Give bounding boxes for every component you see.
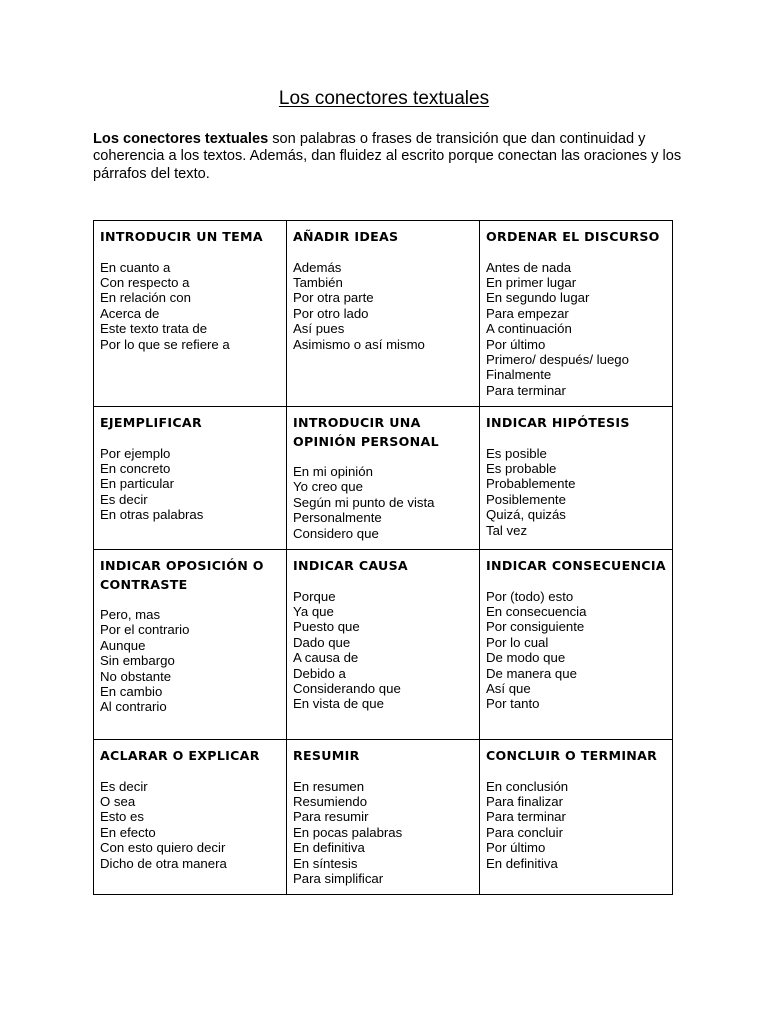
connector-list	[293, 779, 473, 887]
connector-item: Probablemente	[486, 476, 576, 492]
category-heading: ACLARAR O EXPLICAR	[100, 748, 260, 763]
connector-item: Dado que	[293, 634, 351, 650]
connector-item: En consecuencia	[486, 603, 587, 619]
connector-item: También	[293, 274, 343, 290]
category-heading: INDICAR CAUSA	[293, 558, 408, 573]
connector-item: Para finalizar	[486, 793, 563, 809]
connector-item: En efecto	[100, 824, 156, 840]
connector-item: O sea	[100, 793, 136, 809]
connector-list	[486, 779, 666, 871]
connector-item: Con respecto a	[100, 274, 190, 290]
connector-item: Pero, mas	[100, 607, 161, 622]
document-title: Los conectores textuales	[278, 88, 490, 109]
connector-item: Para terminar	[486, 382, 566, 398]
intro-text: son palabras o frases de transición que dan continuidad y coherencia a los textos. Además, dan fluidez al escrito porque conectan las oraciones y los párrafos del texto.	[93, 131, 682, 182]
connector-item: Para empezar	[486, 305, 569, 321]
connector-item: Antes de nada	[486, 259, 572, 275]
table-row	[94, 407, 673, 550]
connector-item: Así que	[486, 680, 531, 696]
connector-item: Puesto que	[293, 619, 360, 635]
connector-item: Dicho de otra manera	[100, 855, 227, 871]
connector-list	[293, 260, 473, 352]
connector-item: Por lo que se refiere a	[100, 336, 230, 352]
connector-list	[486, 446, 666, 538]
connector-item: Resumiendo	[293, 793, 368, 809]
connector-item: Además	[293, 259, 342, 275]
connector-item: En cuanto a	[100, 259, 171, 275]
connector-list	[100, 779, 280, 871]
connector-item: Por otra parte	[293, 290, 374, 306]
category-cell	[480, 740, 673, 895]
category-heading: INTRODUCIR UNA OPINIÓN PERSONAL	[293, 415, 439, 449]
connector-item: Con esto quiero decir	[100, 840, 226, 856]
connector-item: De modo que	[486, 650, 566, 666]
category-heading: ORDENAR EL DISCURSO	[486, 229, 660, 244]
connector-item: En pocas palabras	[293, 824, 403, 840]
connector-item: Es decir	[100, 491, 148, 507]
connector-item: Es probable	[486, 460, 557, 476]
connector-item: Sin embargo	[100, 653, 175, 669]
connector-item: Considero que	[293, 525, 379, 541]
connector-item: Este texto trata de	[100, 321, 208, 337]
connector-list	[293, 589, 473, 712]
connector-item: En segundo lugar	[486, 290, 590, 306]
connector-list	[100, 260, 280, 352]
category-cell	[287, 740, 480, 895]
connector-item: Por ejemplo	[100, 445, 171, 461]
connector-item: En mi opinión	[293, 464, 373, 479]
connector-item: Para terminar	[486, 809, 566, 825]
connector-item: Por último	[486, 840, 546, 856]
category-cell	[94, 740, 287, 895]
category-heading: INDICAR HIPÓTESIS	[486, 415, 630, 430]
category-heading: EJEMPLIFICAR	[100, 415, 202, 430]
category-heading: INDICAR OPOSICIÓN O CONTRASTE	[100, 558, 264, 592]
category-heading: INDICAR CONSECUENCIA	[486, 558, 666, 573]
connector-item: En síntesis	[293, 855, 358, 871]
category-cell	[480, 550, 673, 740]
connector-item: Al contrario	[100, 699, 167, 715]
connector-list	[293, 464, 473, 541]
connector-list	[100, 607, 280, 715]
connector-item: De manera que	[486, 665, 577, 681]
connector-item: En otras palabras	[100, 507, 204, 523]
connector-item: Asimismo o así mismo	[293, 336, 425, 352]
connector-list	[486, 589, 666, 712]
connector-item: En definitiva	[293, 840, 365, 856]
category-cell	[94, 407, 287, 550]
connector-item: A causa de	[293, 650, 359, 666]
connector-list	[100, 446, 280, 523]
connector-item: Acerca de	[100, 305, 160, 321]
connectors-table-body	[94, 221, 673, 895]
connector-item: Yo creo que	[293, 479, 363, 495]
connector-item: Personalmente	[293, 510, 382, 526]
category-cell	[480, 407, 673, 550]
connectors-table	[93, 220, 673, 895]
connector-item: En relación con	[100, 290, 191, 306]
category-heading: CONCLUIR O TERMINAR	[486, 748, 658, 763]
table-row	[94, 221, 673, 407]
connector-item: Por (todo) esto	[486, 588, 574, 604]
connector-list	[486, 260, 666, 399]
connector-item: Debido a	[293, 665, 346, 681]
connector-item: Para simplificar	[293, 870, 384, 886]
connector-item: En definitiva	[486, 855, 558, 871]
connector-item: En particular	[100, 476, 175, 492]
connector-item: En vista de que	[293, 696, 384, 712]
connector-item: Quizá, quizás	[486, 507, 566, 523]
connector-item: Según mi punto de vista	[293, 494, 435, 510]
connector-item: Por otro lado	[293, 305, 369, 321]
connector-item: En concreto	[100, 460, 171, 476]
category-cell	[287, 221, 480, 407]
connector-item: Ya que	[293, 603, 334, 619]
category-cell	[94, 221, 287, 407]
connector-item: Es posible	[486, 445, 547, 461]
intro-bold-lead: Los conectores textuales	[93, 131, 269, 147]
category-cell	[287, 407, 480, 550]
connector-item: En resumen	[293, 778, 365, 794]
connector-item: Considerando que	[293, 680, 401, 696]
category-cell	[287, 550, 480, 740]
table-row	[94, 740, 673, 895]
category-cell	[94, 550, 287, 740]
intro-paragraph	[93, 131, 683, 183]
connector-item: Posiblemente	[486, 491, 566, 507]
connector-item: Por el contrario	[100, 622, 190, 638]
connector-item: En cambio	[100, 684, 163, 700]
connector-item: No obstante	[100, 668, 172, 684]
connector-item: Primero/ después/ luego	[486, 351, 629, 367]
connector-item: Tal vez	[486, 522, 528, 538]
connector-item: Por consiguiente	[486, 619, 585, 635]
connector-item: Por último	[486, 336, 546, 352]
connector-item: Esto es	[100, 809, 144, 825]
category-heading: RESUMIR	[293, 748, 360, 763]
category-heading: INTRODUCIR UN TEMA	[100, 229, 263, 244]
connector-item: Porque	[293, 588, 336, 604]
connector-item: Finalmente	[486, 367, 552, 383]
connector-item: Para concluir	[486, 824, 563, 840]
connector-item: A continuación	[486, 321, 572, 337]
connector-item: Es decir	[100, 778, 148, 794]
category-heading: AÑADIR IDEAS	[293, 229, 399, 244]
connector-item: Así pues	[293, 321, 345, 337]
table-row	[94, 550, 673, 740]
connector-item: Por lo cual	[486, 634, 549, 650]
connector-item: Por tanto	[486, 696, 540, 712]
connector-item: Para resumir	[293, 809, 369, 825]
connector-item: Aunque	[100, 637, 146, 653]
category-cell	[480, 221, 673, 407]
connector-item: En primer lugar	[486, 274, 577, 290]
connector-item: En conclusión	[486, 778, 569, 794]
